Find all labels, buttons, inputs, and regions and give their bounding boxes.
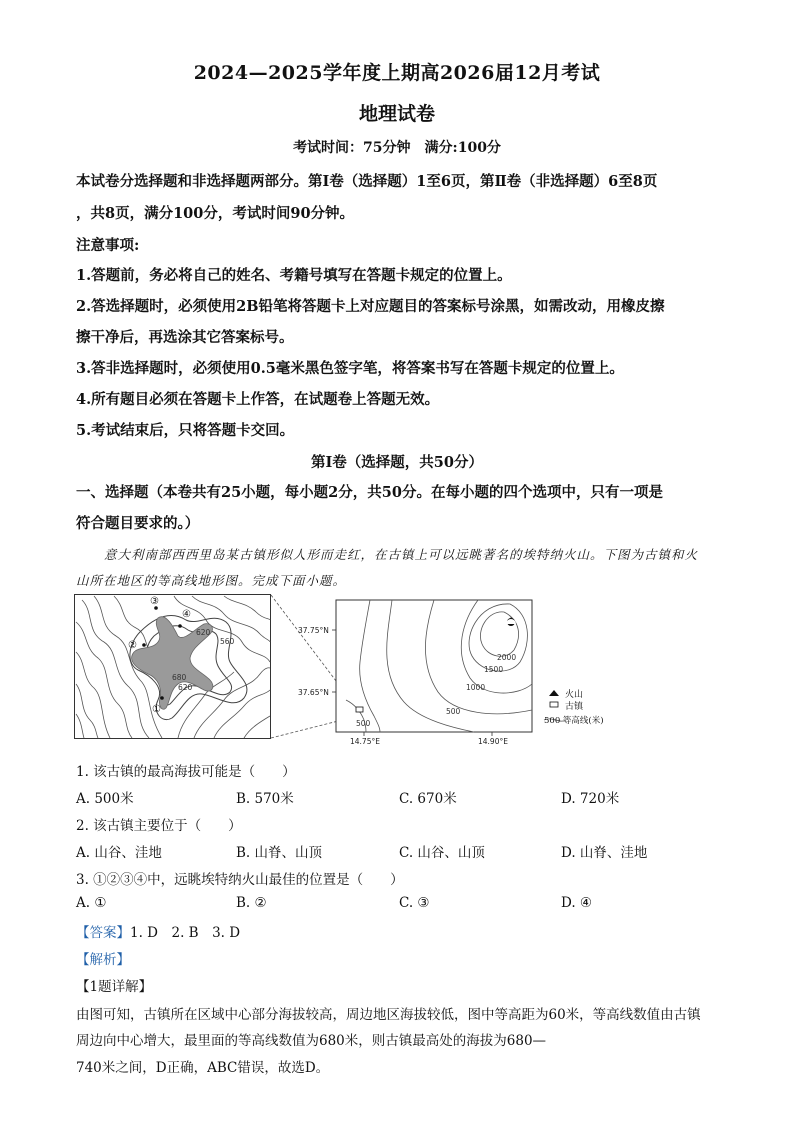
lat-label-3765: 37.65°N [298, 688, 329, 697]
right-contour-label-1500: 1500 [484, 665, 504, 674]
answer-row [76, 921, 240, 941]
town-contour-map [75, 595, 271, 739]
notice-title: 注意事项: [76, 237, 140, 254]
legend-town: 古镇 [565, 702, 584, 712]
instruction-line-2: ，共8页，满分100分，考试时间90分钟。 [76, 205, 355, 222]
town-legend-icon [550, 702, 558, 707]
section-title: 第Ⅰ卷（选择题，共50分） [311, 454, 483, 471]
notice-item-3: 3.答非选择题时，必须使用0.5毫米黑色签字笔，将答案书写在答题卡规定的位置上。 [76, 360, 624, 377]
question-2-option-a: A. 山谷、洼地 [76, 845, 162, 861]
question-3-option-c: C. ③ [399, 895, 430, 911]
question-2-stem: 2. 该古镇主要位于（ ） [76, 818, 242, 834]
town-marker [356, 707, 363, 712]
question-3-option-a: A. ① [76, 895, 107, 911]
detail-line-2: 周边向中心增大，最里面的等高线数值为680米，则古镇最高处的海拔为680— [76, 1033, 547, 1049]
exam-info: 考试时间：75分钟 满分:100分 [293, 140, 501, 156]
notice-item-1: 1.答题前，务必将自己的姓名、考籍号填写在答题卡规定的位置上。 [76, 267, 512, 284]
left-contour-label-620b: 620 [178, 683, 193, 692]
question-2-option-b: B. 山脊、山顶 [236, 845, 323, 861]
exam-title: 2024—2025学年度上期高2026届12月考试 [193, 62, 601, 84]
answer-text: 1. D 2. B 3. D [130, 925, 241, 941]
legend-volcano: 火山 [565, 690, 584, 700]
point-label-1: ① [152, 704, 161, 715]
left-contour-label-620a: 620 [196, 628, 211, 637]
left-contour-label-680: 680 [172, 673, 187, 682]
right-contour-label-1000: 1000 [466, 683, 486, 692]
map-legend [544, 688, 604, 726]
left-contour-label-560: 560 [220, 637, 235, 646]
right-contour-label-500a: 500 [446, 707, 461, 716]
analysis-label: 【解析】 [76, 952, 130, 968]
question-1-option-b: B. 570米 [236, 791, 294, 807]
passage-line-2: 山所在地区的等高线地形图。完成下面小题。 [76, 573, 347, 588]
question-1-option-a: A. 500米 [76, 791, 134, 807]
question-2-option-c: C. 山谷、山顶 [399, 845, 485, 861]
contour-map-figure [74, 592, 724, 750]
question-1-stem: 1. 该古镇的最高海拔可能是（ ） [76, 764, 296, 780]
legend-contour: 500 等高线(米) [544, 716, 604, 726]
question-1-option-d: D. 720米 [561, 791, 620, 807]
passage-line-1: 意大利南部西西里岛某古镇形似人形而走红，在古镇上可以远眺著名的埃特纳火山。下图为古镇和火 [104, 547, 699, 562]
volcano-legend-icon [549, 690, 559, 696]
subject-title: 地理试卷 [358, 103, 435, 125]
point-label-3: ③ [150, 596, 159, 607]
right-contour-label-2000: 2000 [497, 653, 517, 662]
lat-label-3775: 37.75°N [298, 626, 329, 635]
detail-line-1: 由图可知，古镇所在区域中心部分海拔较高，周边地区海拔较低，图中等高距为60米，等高线数值由古镇 [76, 1007, 701, 1023]
answer-label: 【答案】 [76, 925, 130, 941]
notice-item-4: 4.所有题目必须在答题卡上作答，在试题卷上答题无效。 [76, 391, 440, 408]
instruction-line-1: 本试卷分选择题和非选择题两部分。第Ⅰ卷（选择题）1至6页，第Ⅱ卷（非选择题）6至8页 [76, 173, 658, 190]
right-contour-label-500b: 500 [356, 719, 371, 728]
lon-label-1490: 14.90°E [478, 737, 508, 746]
question-2-option-d: D. 山脊、洼地 [561, 845, 648, 861]
question-3-stem: 3. ①②③④中，远眺埃特纳火山最佳的位置是（ ） [76, 872, 404, 888]
volcano-contour-map [298, 600, 532, 746]
point-label-2: ② [128, 640, 137, 651]
detail-title: 【1题详解】 [76, 979, 153, 995]
lon-label-1475: 14.75°E [350, 737, 380, 746]
notice-item-5: 5.考试结束后，只将答题卡交回。 [76, 422, 295, 439]
question-1-option-c: C. 670米 [399, 791, 457, 807]
notice-item-2a: 2.答选择题时，必须使用2B铅笔将答题卡上对应题目的答案标号涂黑，如需改动，用橡皮擦 [76, 298, 665, 315]
detail-line-3: 740米之间，D正确，ABC错误，故选D。 [76, 1060, 330, 1076]
section-heading-a: 一、选择题（本卷共有25小题，每小题2分，共50分。在每小题的四个选项中，只有一项是 [76, 484, 663, 501]
question-3-option-d: D. ④ [561, 895, 593, 911]
question-3-option-b: B. ② [236, 895, 267, 911]
notice-item-2b: 擦干净后，再选涂其它答案标号。 [76, 329, 294, 346]
point-label-4: ④ [182, 609, 191, 620]
section-heading-b: 符合题目要求的。） [76, 515, 200, 532]
